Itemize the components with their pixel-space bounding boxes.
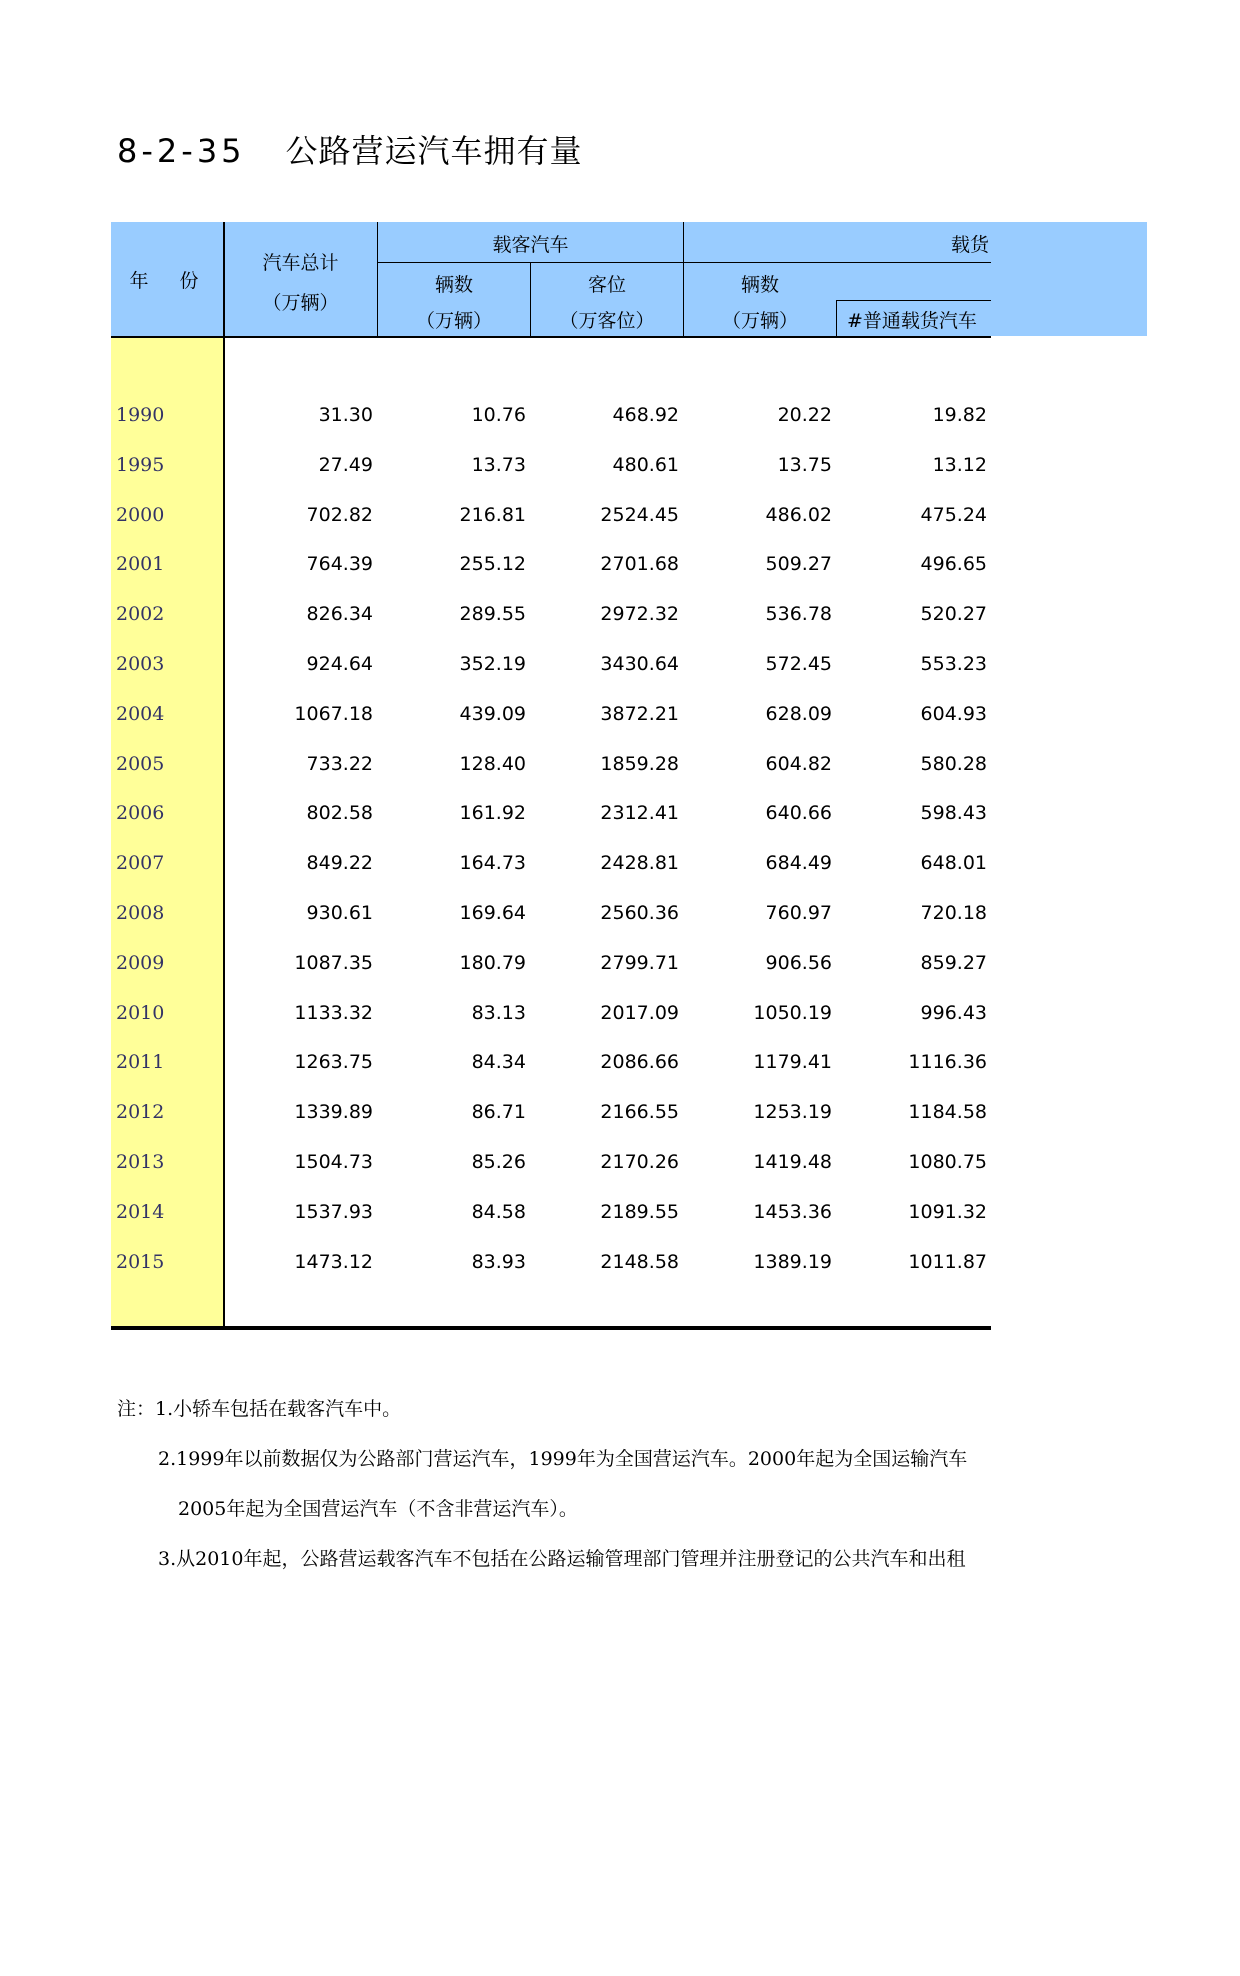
passenger-seats-cell: 2017.09: [600, 1002, 679, 1024]
total-cell: 27.49: [318, 454, 373, 476]
total-header: 汽车总计: [262, 252, 339, 274]
freight-ordinary-cell: 496.65: [920, 553, 987, 575]
passenger-count-cell: 10.76: [471, 404, 526, 426]
year-cell: 2000: [116, 504, 165, 526]
note-1: 注：1.小轿车包括在载客汽车中。: [117, 1398, 402, 1420]
passenger-seats-cell: 480.61: [612, 454, 679, 476]
freight-count-cell: 13.75: [777, 454, 832, 476]
year-cell: 2006: [116, 802, 165, 824]
freight-count-cell: 906.56: [765, 952, 832, 974]
passenger-group-header: 载客汽车: [492, 234, 569, 256]
passenger-seats-cell: 2312.41: [600, 802, 679, 824]
passenger-count-cell: 161.92: [459, 802, 526, 824]
passenger-seats-cell: 2701.68: [600, 553, 679, 575]
total-cell: 1133.32: [294, 1002, 373, 1024]
year-cell: 2009: [116, 952, 165, 974]
passenger-seats-cell: 3430.64: [600, 653, 679, 675]
year-cell: 2013: [116, 1151, 165, 1173]
total-cell: 802.58: [306, 802, 373, 824]
freight-count-cell: 628.09: [765, 703, 832, 725]
passenger-seats-cell: 2972.32: [600, 603, 679, 625]
total-cell: 702.82: [306, 504, 373, 526]
total-cell: 924.64: [306, 653, 373, 675]
freight-count-cell: 572.45: [765, 653, 832, 675]
freight-count-cell: 760.97: [765, 902, 832, 924]
passenger-count-cell: 13.73: [471, 454, 526, 476]
passenger-seats-unit: （万客位）: [559, 310, 655, 332]
note-2: 2.1999年以前数据仅为公路部门营运汽车，1999年为全国营运汽车。2000年起为全国运输汽车: [158, 1448, 968, 1470]
total-cell: 1067.18: [294, 703, 373, 725]
passenger-count-cell: 180.79: [459, 952, 526, 974]
year-cell: 2005: [116, 753, 165, 775]
freight-ordinary-cell: 13.12: [932, 454, 987, 476]
freight-count-unit: （万辆）: [721, 310, 798, 332]
freight-count-cell: 509.27: [765, 553, 832, 575]
total-cell: 733.22: [306, 753, 373, 775]
passenger-count-cell: 352.19: [459, 653, 526, 675]
freight-count-cell: 536.78: [765, 603, 832, 625]
total-cell: 1537.93: [294, 1201, 373, 1223]
total-cell: 1339.89: [294, 1101, 373, 1123]
total-cell: 1263.75: [294, 1051, 373, 1073]
freight-count-cell: 20.22: [777, 404, 832, 426]
freight-count-header: 辆数: [740, 274, 779, 296]
freight-ordinary-cell: 859.27: [920, 952, 987, 974]
passenger-count-cell: 439.09: [459, 703, 526, 725]
freight-count-cell: 1419.48: [753, 1151, 832, 1173]
year-header: 年 份: [129, 270, 205, 292]
total-unit: （万辆）: [262, 292, 339, 314]
passenger-count-cell: 85.26: [471, 1151, 526, 1173]
freight-ordinary-cell: 553.23: [920, 653, 987, 675]
year-cell: 2011: [116, 1051, 165, 1073]
year-cell: 2001: [116, 553, 165, 575]
passenger-seats-cell: 2086.66: [600, 1051, 679, 1073]
total-cell: 826.34: [306, 603, 373, 625]
year-cell: 1990: [116, 404, 165, 426]
passenger-count-unit: （万辆）: [415, 310, 492, 332]
year-cell: 2002: [116, 603, 165, 625]
freight-ordinary-cell: 604.93: [920, 703, 987, 725]
year-cell: 2003: [116, 653, 165, 675]
year-cell: 1995: [116, 454, 165, 476]
freight-ordinary-cell: 1184.58: [908, 1101, 987, 1123]
total-cell: 930.61: [306, 902, 373, 924]
passenger-count-cell: 164.73: [459, 852, 526, 874]
year-cell: 2015: [116, 1251, 165, 1273]
freight-ordinary-cell: 1011.87: [908, 1251, 987, 1273]
freight-ordinary-cell: 598.43: [920, 802, 987, 824]
passenger-count-cell: 86.71: [471, 1101, 526, 1123]
freight-count-cell: 486.02: [765, 504, 832, 526]
freight-count-cell: 1253.19: [753, 1101, 832, 1123]
passenger-seats-cell: 3872.21: [600, 703, 679, 725]
freight-count-cell: 684.49: [765, 852, 832, 874]
freight-group-header: 载货: [951, 234, 990, 256]
passenger-count-cell: 216.81: [459, 504, 526, 526]
year-cell: 2007: [116, 852, 165, 874]
year-cell: 2008: [116, 902, 165, 924]
passenger-seats-cell: 2428.81: [600, 852, 679, 874]
total-cell: 764.39: [306, 553, 373, 575]
freight-count-cell: 1179.41: [753, 1051, 832, 1073]
freight-ordinary-header: #普通载货汽车: [847, 310, 977, 332]
passenger-count-cell: 255.12: [459, 553, 526, 575]
year-cell: 2010: [116, 1002, 165, 1024]
freight-count-cell: 640.66: [765, 802, 832, 824]
freight-ordinary-cell: 1116.36: [908, 1051, 987, 1073]
total-cell: 849.22: [306, 852, 373, 874]
freight-count-cell: 1453.36: [753, 1201, 832, 1223]
passenger-seats-cell: 2799.71: [600, 952, 679, 974]
passenger-seats-cell: 2189.55: [600, 1201, 679, 1223]
year-cell: 2004: [116, 703, 165, 725]
freight-count-cell: 604.82: [765, 753, 832, 775]
passenger-count-cell: 83.93: [471, 1251, 526, 1273]
passenger-count-cell: 83.13: [471, 1002, 526, 1024]
passenger-seats-header: 客位: [587, 274, 626, 296]
passenger-seats-cell: 2148.58: [600, 1251, 679, 1273]
table-title: 公路营运汽车拥有量: [285, 132, 583, 170]
note-2-continued: 2005年起为全国营运汽车（不含非营运汽车）。: [178, 1498, 578, 1520]
freight-ordinary-cell: 19.82: [932, 404, 987, 426]
passenger-seats-cell: 2166.55: [600, 1101, 679, 1123]
total-cell: 31.30: [318, 404, 373, 426]
total-cell: 1473.12: [294, 1251, 373, 1273]
freight-count-cell: 1389.19: [753, 1251, 832, 1273]
passenger-count-cell: 84.34: [471, 1051, 526, 1073]
passenger-count-cell: 289.55: [459, 603, 526, 625]
table-number: 8-2-35: [117, 132, 246, 170]
passenger-count-cell: 84.58: [471, 1201, 526, 1223]
year-cell: 2012: [116, 1101, 165, 1123]
total-cell: 1087.35: [294, 952, 373, 974]
passenger-count-cell: 169.64: [459, 902, 526, 924]
passenger-count-cell: 128.40: [459, 753, 526, 775]
freight-ordinary-cell: 475.24: [920, 504, 987, 526]
passenger-seats-cell: 2170.26: [600, 1151, 679, 1173]
passenger-seats-cell: 2560.36: [600, 902, 679, 924]
freight-ordinary-cell: 580.28: [920, 753, 987, 775]
freight-ordinary-cell: 996.43: [920, 1002, 987, 1024]
freight-count-cell: 1050.19: [753, 1002, 832, 1024]
year-cell: 2014: [116, 1201, 165, 1223]
freight-ordinary-cell: 720.18: [920, 902, 987, 924]
freight-ordinary-cell: 648.01: [920, 852, 987, 874]
note-3: 3.从2010年起，公路营运载客汽车不包括在公路运输管理部门管理并注册登记的公共汽车和出租: [158, 1548, 966, 1570]
total-cell: 1504.73: [294, 1151, 373, 1173]
passenger-seats-cell: 1859.28: [600, 753, 679, 775]
passenger-count-header: 辆数: [434, 274, 473, 296]
passenger-seats-cell: 2524.45: [600, 504, 679, 526]
freight-ordinary-cell: 1080.75: [908, 1151, 987, 1173]
freight-ordinary-cell: 520.27: [920, 603, 987, 625]
passenger-seats-cell: 468.92: [612, 404, 679, 426]
freight-ordinary-cell: 1091.32: [908, 1201, 987, 1223]
